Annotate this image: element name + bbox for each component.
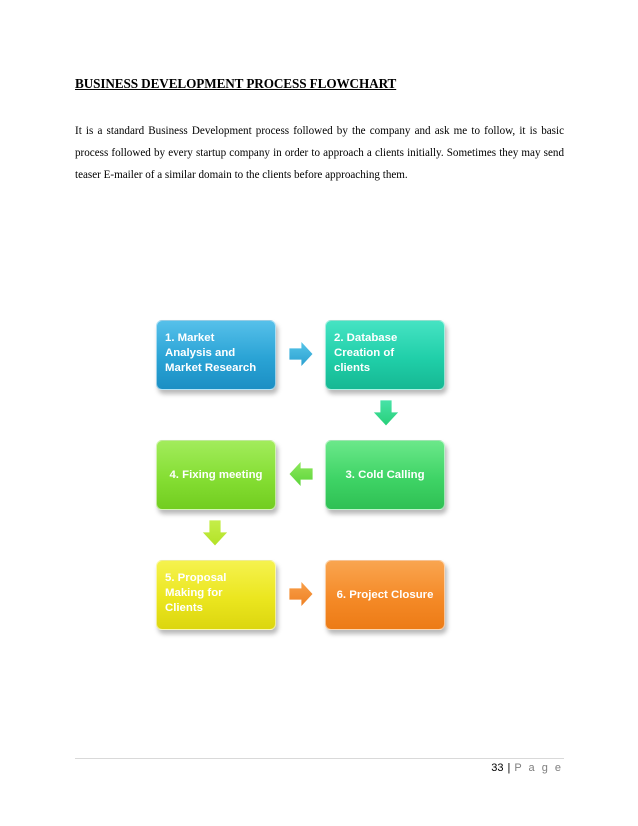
page-footer [491, 762, 563, 774]
step-5-label: 5. Proposal Making for Clients [165, 572, 227, 614]
footer-separator: | [507, 762, 511, 774]
flowchart-step-6 [325, 560, 445, 630]
flowchart-step-5 [156, 560, 276, 630]
footer-divider [75, 758, 564, 759]
arrow-right-icon [288, 580, 314, 608]
arrow-down-icon [372, 399, 400, 427]
step-4-label: 4. Fixing meeting [169, 468, 263, 481]
step-1-label: 1. Market Analysis and Market Research [165, 332, 257, 374]
page-number: 33 [491, 762, 504, 774]
page-heading: BUSINESS DEVELOPMENT PROCESS FLOWCHART [75, 76, 397, 91]
step-2-label: 2. Database Creation of clients [334, 332, 398, 374]
flowchart-step-4 [156, 440, 276, 510]
intro-paragraph: It is a standard Business Development process followed by the company and ask me to follow, it is basic process followed by every startup company in order to approach a clients initially. Sometimes they may send teaser E-mailer of a similar domain to the clients before approaching them. [75, 125, 564, 181]
step-3-label: 3. Cold Calling [345, 468, 425, 481]
flowchart-step-3 [325, 440, 445, 510]
arrow-left-icon [288, 460, 314, 488]
page-label: P a g e [514, 762, 563, 774]
arrow-right-icon [288, 340, 314, 368]
step-6-label: 6. Project Closure [336, 588, 434, 601]
arrow-down-icon [201, 519, 229, 547]
flowchart-step-1 [156, 320, 276, 390]
flowchart-step-2 [325, 320, 445, 390]
